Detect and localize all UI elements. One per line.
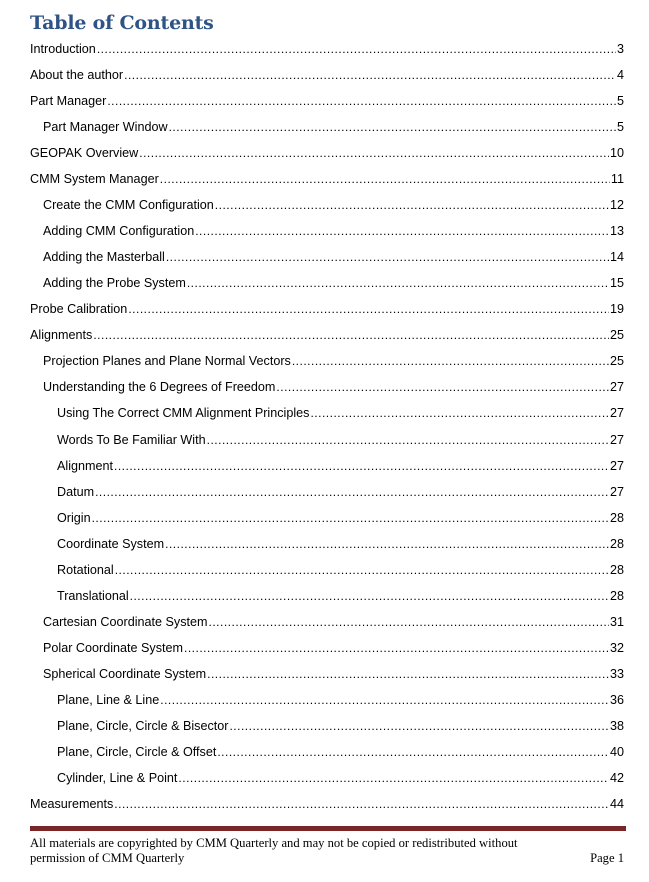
- toc-entry-label[interactable]: Origin: [57, 510, 91, 525]
- toc-dot-leader: [187, 275, 609, 291]
- toc-entry-page-number[interactable]: 4: [616, 68, 624, 82]
- toc-dot-leader: [107, 93, 616, 109]
- toc-entry-page-number[interactable]: 38: [609, 718, 624, 733]
- toc-entry-page-number[interactable]: 5: [616, 120, 624, 135]
- toc-entry-label[interactable]: Probe Calibration: [30, 302, 128, 317]
- toc-entry-label[interactable]: Datum: [57, 484, 95, 499]
- toc-dot-leader: [114, 458, 609, 474]
- toc-entry[interactable]: [57, 510, 624, 526]
- toc-entry-label[interactable]: Polar Coordinate System: [43, 640, 183, 655]
- footer: [30, 836, 624, 866]
- toc-entry-label[interactable]: Using The Correct CMM Alignment Principles: [57, 406, 310, 421]
- toc-entry[interactable]: [57, 770, 624, 786]
- page-title: Table of Contents: [30, 12, 214, 34]
- toc-entry[interactable]: [43, 640, 624, 656]
- toc-entry[interactable]: [43, 223, 624, 239]
- toc-dot-leader: [184, 640, 609, 656]
- toc-entry[interactable]: [57, 432, 624, 448]
- toc-entry[interactable]: [30, 67, 624, 83]
- toc-entry-page-number[interactable]: 40: [609, 744, 624, 759]
- toc-entry-label[interactable]: Cylinder, Line & Point: [57, 770, 178, 785]
- toc-entry-page-number[interactable]: 13: [609, 224, 624, 239]
- toc-entry-label[interactable]: Plane, Circle, Circle & Bisector: [57, 718, 229, 733]
- toc-dot-leader: [292, 353, 609, 369]
- toc-entry[interactable]: [30, 796, 624, 812]
- toc-entry[interactable]: [30, 41, 624, 57]
- toc-entry-label[interactable]: Rotational: [57, 562, 114, 577]
- toc-entry-label[interactable]: Words To Be Familiar With: [57, 432, 206, 447]
- toc-entry-page-number[interactable]: 12: [609, 198, 624, 213]
- toc-dot-leader: [169, 119, 616, 135]
- toc-entry[interactable]: [30, 327, 624, 343]
- toc-entry-label[interactable]: Alignment: [57, 458, 114, 473]
- toc-entry-label[interactable]: GEOPAK Overview: [30, 146, 139, 161]
- toc-entry-label[interactable]: Understanding the 6 Degrees of Freedom: [43, 380, 276, 395]
- toc-entry-page-number[interactable]: 36: [609, 692, 624, 707]
- toc-entry[interactable]: [43, 379, 624, 395]
- toc-dot-leader: [215, 197, 609, 213]
- toc-entry-page-number[interactable]: 15: [609, 276, 624, 291]
- toc-entry-page-number[interactable]: 10: [609, 146, 624, 161]
- toc-entry-page-number[interactable]: 44: [609, 796, 624, 811]
- toc-entry[interactable]: [43, 197, 624, 213]
- toc-entry-page-number[interactable]: 25: [609, 328, 624, 343]
- toc-entry[interactable]: [30, 171, 624, 187]
- toc-entry-page-number[interactable]: 11: [610, 172, 624, 187]
- toc-entry-label[interactable]: Create the CMM Configuration: [43, 198, 214, 213]
- toc-entry[interactable]: [57, 718, 624, 734]
- toc-dot-leader: [95, 484, 609, 500]
- toc-entry[interactable]: [57, 458, 624, 474]
- toc-entry[interactable]: [43, 614, 624, 630]
- toc-dot-leader: [139, 145, 609, 161]
- toc-entry-page-number[interactable]: 14: [609, 250, 624, 265]
- toc-entry[interactable]: [43, 249, 624, 265]
- toc-entry-label[interactable]: CMM System Manager: [30, 172, 159, 187]
- toc-entry[interactable]: [30, 145, 624, 161]
- toc-entry-label[interactable]: Adding the Masterball: [43, 250, 165, 265]
- toc-dot-leader: [229, 718, 609, 734]
- toc-entry[interactable]: [57, 405, 624, 421]
- toc-dot-leader: [92, 510, 609, 526]
- toc-entry-label[interactable]: Alignments: [30, 328, 93, 343]
- toc-entry-page-number[interactable]: 42: [609, 770, 624, 785]
- toc-entry-page-number[interactable]: 27: [609, 458, 624, 473]
- toc-dot-leader: [166, 249, 609, 265]
- toc-entry-page-number[interactable]: 32: [609, 640, 624, 655]
- toc-entry-page-number[interactable]: 5: [616, 94, 624, 109]
- toc-dot-leader: [128, 301, 609, 317]
- toc-entry-label[interactable]: Cartesian Coordinate System: [43, 614, 208, 629]
- toc-entry-page-number[interactable]: 27: [609, 406, 624, 421]
- toc-dot-leader: [114, 796, 609, 812]
- toc-entry-label[interactable]: Adding CMM Configuration: [43, 224, 195, 239]
- toc-entry-label[interactable]: Plane, Line & Line: [57, 692, 160, 707]
- toc-entry-page-number[interactable]: 28: [609, 588, 624, 603]
- toc-dot-leader: [130, 588, 609, 604]
- toc-entry-label[interactable]: Plane, Circle, Circle & Offset: [57, 744, 217, 759]
- page-number: Page 1: [590, 851, 624, 865]
- toc-entry[interactable]: [57, 484, 624, 500]
- toc-entry-label[interactable]: About the author: [30, 68, 124, 82]
- toc-entry-label[interactable]: Measurements: [30, 796, 114, 811]
- toc-entry-page-number[interactable]: 3: [616, 42, 624, 56]
- toc-entry-page-number[interactable]: 31: [609, 614, 624, 629]
- toc-entry-page-number[interactable]: 25: [609, 354, 624, 369]
- toc-entry[interactable]: [30, 301, 624, 317]
- toc-entry-label[interactable]: Introduction: [30, 42, 96, 56]
- toc-entry-page-number[interactable]: 28: [609, 562, 624, 577]
- toc-entry[interactable]: [43, 353, 624, 369]
- toc-dot-leader: [165, 536, 609, 552]
- footer-copyright-line: All materials are copyrighted by CMM Quarterly and may not be copied or redistributed without: [30, 836, 518, 850]
- toc-dot-leader: [195, 223, 609, 239]
- toc-entry-page-number[interactable]: 27: [609, 380, 624, 395]
- toc-dot-leader: [124, 67, 616, 83]
- toc-entry-label[interactable]: Coordinate System: [57, 536, 165, 551]
- toc-dot-leader: [207, 666, 609, 682]
- toc-entry-label[interactable]: Spherical Coordinate System: [43, 666, 207, 681]
- toc-entry-page-number[interactable]: 27: [609, 432, 624, 447]
- toc-dot-leader: [209, 614, 609, 630]
- toc-entry[interactable]: [57, 588, 624, 604]
- toc-entry[interactable]: [43, 666, 624, 682]
- toc-dot-leader: [160, 692, 609, 708]
- toc-dot-leader: [276, 379, 609, 395]
- toc-entry-label[interactable]: Adding the Probe System: [43, 276, 186, 291]
- toc-dot-leader: [93, 327, 609, 343]
- footer-divider: [30, 826, 626, 831]
- toc-dot-leader: [97, 41, 616, 57]
- toc-entry[interactable]: [43, 275, 624, 291]
- toc-dot-leader: [160, 171, 610, 187]
- toc-entry[interactable]: [57, 562, 624, 578]
- toc-entry-page-number[interactable]: 19: [609, 302, 624, 317]
- toc-entry-page-number[interactable]: 33: [609, 666, 624, 681]
- toc-entry[interactable]: [57, 744, 624, 760]
- toc-entry-page-number[interactable]: 28: [609, 536, 624, 551]
- toc-entry[interactable]: [43, 119, 624, 135]
- toc-entry[interactable]: [30, 93, 624, 109]
- toc-entry-page-number[interactable]: 27: [609, 484, 624, 499]
- toc-entry-label[interactable]: Part Manager: [30, 94, 107, 109]
- toc-dot-leader: [310, 405, 609, 421]
- footer-copyright-line-2: permission of CMM Quarterly: [30, 851, 185, 865]
- toc-dot-leader: [115, 562, 609, 578]
- toc-entry-label[interactable]: Projection Planes and Plane Normal Vectors: [43, 354, 291, 369]
- toc-entry[interactable]: [57, 536, 624, 552]
- toc-entry-label[interactable]: Part Manager Window: [43, 120, 168, 135]
- toc-dot-leader: [217, 744, 609, 760]
- toc-dot-leader: [178, 770, 609, 786]
- toc-dot-leader: [207, 432, 609, 448]
- toc-entry-page-number[interactable]: 28: [609, 510, 624, 525]
- toc-entry-label[interactable]: Translational: [57, 588, 129, 603]
- toc-entry[interactable]: [57, 692, 624, 708]
